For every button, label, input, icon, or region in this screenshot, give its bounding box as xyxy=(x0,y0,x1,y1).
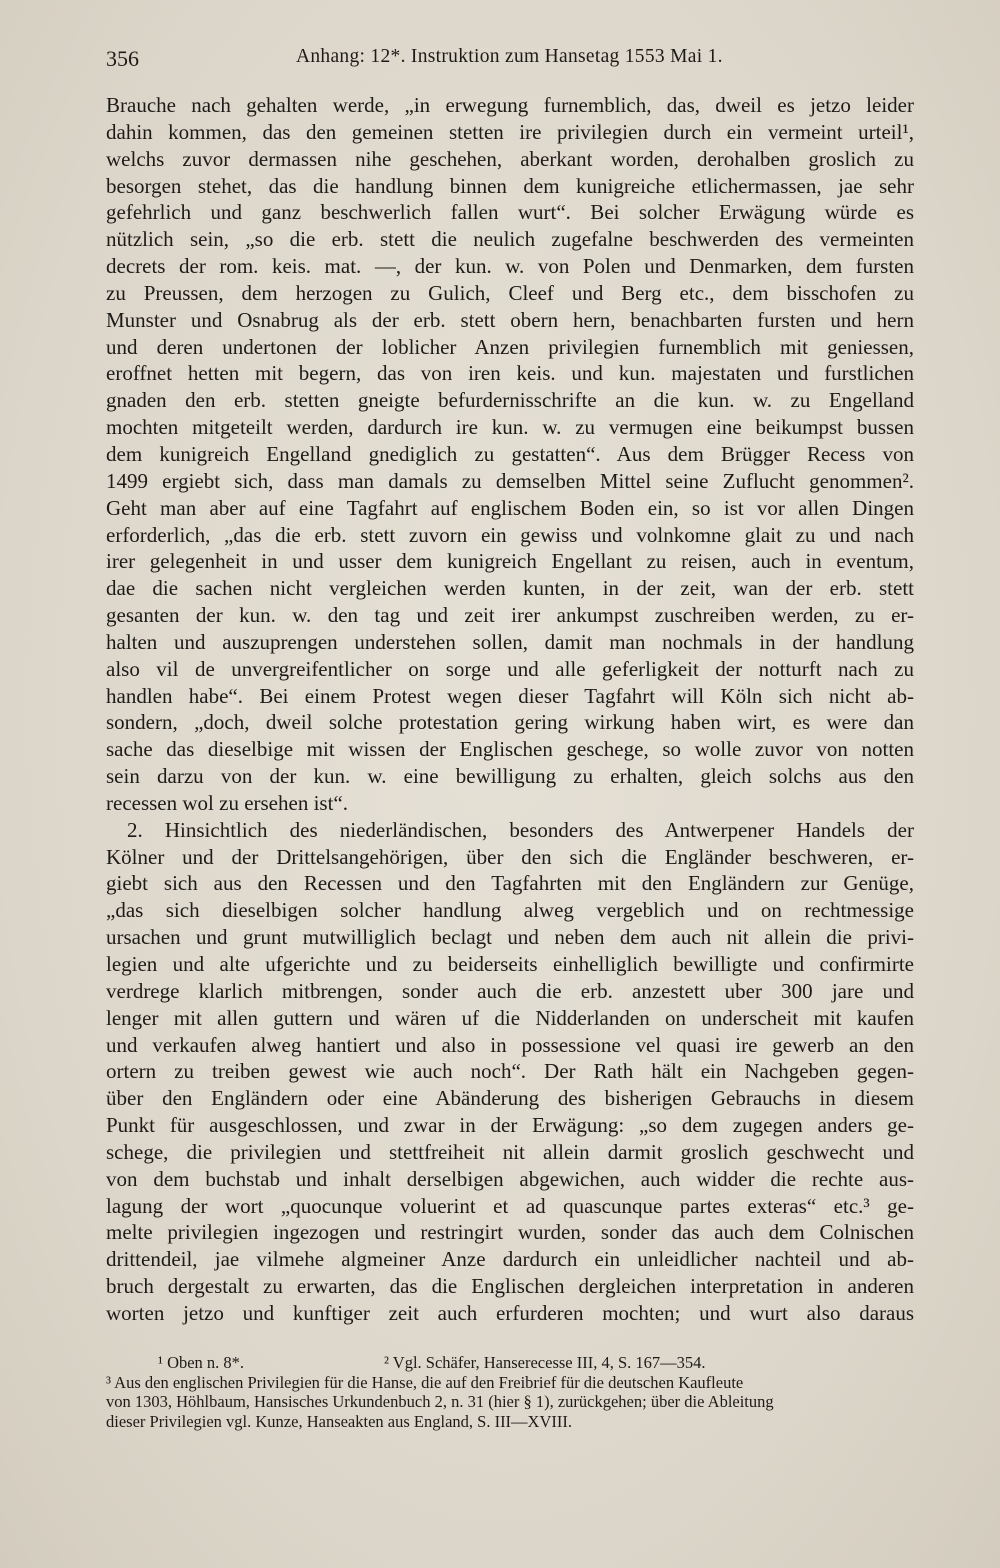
text-line: sondern, „doch, dweil solche protestation gering wirkung haben wirt, es were dan xyxy=(106,710,914,735)
text-line: lenger mit allen guttern und wären uf die Nidderlanden on underscheit mit kaufen xyxy=(106,1005,914,1030)
text-line: schege, die privilegien und stettfreiheit nit allein darmit groslich geschwecht und xyxy=(106,1139,914,1164)
text-line: halten und auszuprengen understehen sollen, damit man nochmals in der handlung xyxy=(106,629,914,654)
footnote-2: ² Vgl. Schäfer, Hanserecesse III, 4, S. 167—354. xyxy=(384,1353,706,1372)
text-line: nützlich sein, „so die erb. stett die neulich zugefalne beschwerden des vermeinten xyxy=(106,227,914,252)
text-line: über den Engländern oder eine Abänderung des bisherigen Gebrauchs in diesem xyxy=(106,1086,914,1111)
text-line: Kölner und der Drittelsangehörigen, über den sich die Engländer beschweren, er- xyxy=(106,844,914,869)
text-line: 1499 ergiebt sich, dass man damals zu demselben Mittel seine Zuflucht genommen². xyxy=(106,468,914,493)
text-line: ortern zu treiben gewest wie auch noch“. Der Rath hält ein Nachgeben gegen- xyxy=(106,1059,914,1084)
text-line: dem kunigreich Engelland gnediglich zu gestatten“. Aus dem Brügger Recess von xyxy=(106,441,914,466)
text-line: Punkt für ausgeschlossen, und zwar in der Erwägung: „so dem zugegen anders ge- xyxy=(106,1113,914,1138)
text-line: mochten mitgeteilt werden, dardurch ire kun. w. zu vermugen eine beikumpst bussen xyxy=(106,415,914,440)
text-line: drittendeil, jae vilmehe algmeiner Anze dardurch ein unleidlicher nachteil und ab- xyxy=(106,1247,914,1272)
footnote-3-line: dieser Privilegien vgl. Kunze, Hanseakten aus England, S. III—XVIII. xyxy=(106,1411,572,1431)
text-line: von dem buchstab und inhalt derselbigen abgewichen, auch widder die rechte aus- xyxy=(106,1166,914,1191)
footnote-1: ¹ Oben n. 8*. xyxy=(158,1353,245,1372)
text-line: legien und alte ufgerichte und zu beiderseits einhelliglich bewilligte und confirmirte xyxy=(106,952,914,976)
text-line: sache das dieselbige mit wissen der Englischen geschege, so wolle zuvor von notten xyxy=(106,737,914,762)
text-line: melte privilegien ingezogen und restringirt wurden, sonder das auch dem Colnischen xyxy=(106,1220,914,1245)
text-line: „das sich dieselbigen solcher handlung alweg vergeblich und on rechtmessige xyxy=(106,898,914,923)
text-line: welchs zuvor dermassen nihe geschehen, aberkant worden, derohalben groslich zu xyxy=(106,146,914,171)
text-line: dae die sachen nicht vergleichen werden kunten, in der zeit, wan der erb. stett xyxy=(106,576,914,601)
text-line: Brauche nach gehalten werde, „in erwegung furnemblich, das, dweil es jetzo leider xyxy=(106,93,914,117)
text-line: besorgen stehet, das die handlung binnen dem kunigreiche etlichermassen, jae sehr xyxy=(106,173,914,198)
text-line: giebt sich aus den Recessen und den Tagfahrten mit den Engländern zur Genüge, xyxy=(106,871,914,896)
text-line: dahin kommen, das den gemeinen stetten ire privilegien durch ein vermeint urteil¹, xyxy=(106,119,914,144)
text-line: Geht man aber auf eine Tagfahrt auf englischem Boden ein, so ist vor allen Dingen xyxy=(106,495,914,520)
text-line: sein darzu von der kun. w. eine bewilligung zu erhalten, gleich solchs aus den xyxy=(106,764,914,789)
text-line: zu Preussen, dem herzogen zu Gulich, Cleef und Berg etc., dem bisschofen zu xyxy=(106,280,914,305)
text-line: eroffnet hetten mit begern, das von iren keis. und kun. majestaten und furstlichen xyxy=(106,361,914,386)
running-title: Anhang: 12*. Instruktion zum Hansetag 1553 Mai 1. xyxy=(296,46,723,67)
text-line: lagung der wort „quocunque voluerint et ad quascunque partes exteras“ etc.³ ge- xyxy=(106,1193,914,1218)
text-line: 2. Hinsichtlich des niederländischen, besonders des Antwerpener Handels der xyxy=(106,817,914,842)
text-line: gesanten der kun. w. den tag und zeit irer ankumpst zuschreiben werden, zu er- xyxy=(106,603,914,628)
text-line: irer gelegenheit in und usser dem kunigreich Engellant zu reisen, auch in eventum, xyxy=(106,549,914,574)
text-line: ursachen und grunt mutwilliglich beclagt und neben dem auch nit allein die privi- xyxy=(106,925,914,950)
text-line: und verkaufen alweg hantiert und also in possessione vel quasi ire gewerb an den xyxy=(106,1032,914,1057)
footnote-3-line: ³ Aus den englischen Privilegien für die Hanse, die auf den Freibrief für die deutschen Kaufleute xyxy=(106,1372,744,1392)
text-line: gnaden den erb. stetten gneigte befurdernisschrifte an die kun. w. zu Engelland xyxy=(106,388,914,413)
text-line: verdrege klarlich mitbrengen, sonder auch die erb. anzestett uber 300 jare und xyxy=(106,978,914,1003)
text-line: und deren undertonen der loblicher Anzen privilegien furnemblich mit geniessen, xyxy=(106,334,914,359)
text-line: recessen wol zu ersehen ist“. xyxy=(106,790,348,815)
page-number: 356 xyxy=(106,46,139,71)
footnote-row-1-2 xyxy=(106,1353,914,1373)
text-line: also vil de unvergreifentlicher on sorge und alle geferligkeit der notturft nach zu xyxy=(106,656,914,681)
footnote-3-line: von 1303, Höhlbaum, Hansisches Urkundenbuch 2, n. 31 (hier § 1), zurückgehen; über die Ableitung xyxy=(106,1392,774,1412)
text-line: bruch dergestalt zu erwarten, das die Englischen dergleichen interpretation in anderen xyxy=(106,1274,914,1299)
footnotes xyxy=(106,1353,914,1431)
text-line: worten jetzo und kunftiger zeit auch erfurderen mochten; und wurt also daraus xyxy=(106,1300,914,1325)
body-text xyxy=(106,92,914,1327)
text-line: decrets der rom. keis. mat. —, der kun. w. von Polen und Denmarken, dem fursten xyxy=(106,254,914,279)
text-line: erforderlich, „das die erb. stett zuvorn ein gewiss und volnkomne glait zu und nach xyxy=(106,522,914,547)
page-header xyxy=(106,46,914,76)
text-line: Munster und Osnabrug als der erb. stett obern hern, benachbarten fursten und hern xyxy=(106,307,914,332)
text-line: gefehrlich und ganz beschwerlich fallen wurt“. Bei solcher Erwägung würde es xyxy=(106,200,914,225)
text-line: handlen habe“. Bei einem Protest wegen dieser Tagfahrt will Köln sich nicht ab- xyxy=(106,683,914,708)
